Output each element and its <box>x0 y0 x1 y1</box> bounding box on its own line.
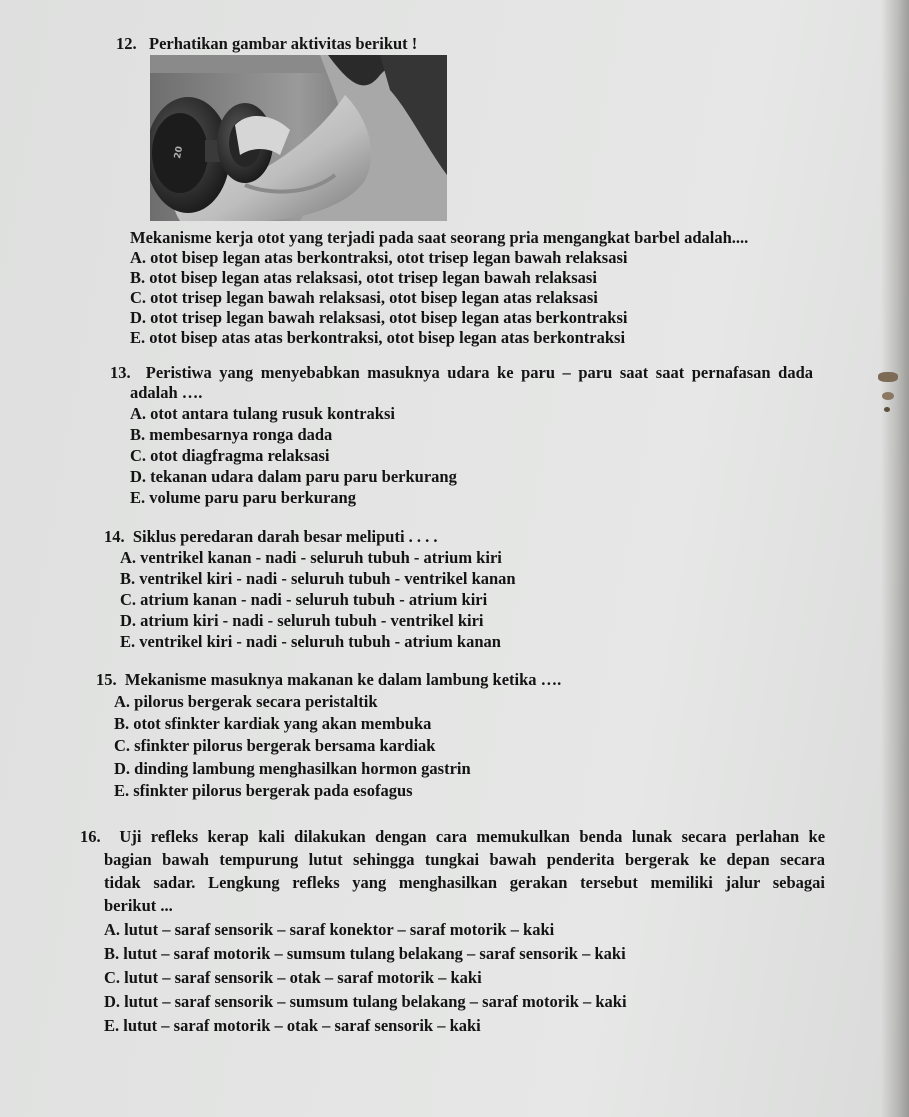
question-14-header <box>104 527 438 546</box>
question-16-line-1 <box>80 827 825 846</box>
option-12-d: D. otot trisep legan bawah relaksasi, otot bisep legan atas berkontraksi <box>130 308 628 327</box>
question-text-line-1: Uji refleks kerap kali dilakukan dengan cara memukulkan benda lunak secara perlahan ke <box>119 827 826 846</box>
question-12-prompt <box>130 228 748 247</box>
option-12-c: C. otot trisep legan bawah relaksasi, otot bisep legan atas relaksasi <box>130 288 598 307</box>
option-13-d: D. tekanan udara dalam paru paru berkurang <box>130 467 457 486</box>
option-13-b: B. membesarnya ronga dada <box>130 425 333 444</box>
question-number: 15. <box>96 670 117 689</box>
question-text-line-2: bagian bawah tempurung lutut sehingga tungkai bawah penderita bergerak ke depan secara <box>104 850 825 869</box>
option-15-c: C. sfinkter pilorus bergerak bersama kardiak <box>114 736 436 755</box>
question-text: Perhatikan gambar aktivitas berikut ! <box>149 34 418 53</box>
question-16-line-3 <box>104 873 825 892</box>
option-12-b: B. otot bisep legan atas relaksasi, otot trisep legan bawah relaksasi <box>130 268 597 287</box>
question-15-header <box>96 670 561 689</box>
question-13-header <box>110 363 813 382</box>
dumbbell-label: 20 <box>173 145 186 160</box>
margin-smudge <box>884 407 890 412</box>
question-prompt: Mekanisme kerja otot yang terjadi pada saat seorang pria mengangkat barbel adalah.... <box>130 228 749 247</box>
option-16-a: A. lutut – saraf sensorik – saraf konektor – saraf motorik – kaki <box>104 920 555 939</box>
question-text: Siklus peredaran darah besar meliputi . . . . <box>132 527 438 546</box>
option-15-b: B. otot sfinkter kardiak yang akan membuka <box>114 714 432 733</box>
margin-smudge <box>882 392 894 400</box>
question-12-header <box>116 34 417 53</box>
option-14-b: B. ventrikel kiri - nadi - seluruh tubuh - ventrikel kanan <box>120 569 516 588</box>
option-16-d: D. lutut – saraf sensorik – sumsum tulang belakang – saraf motorik – kaki <box>104 992 627 1011</box>
option-13-c: C. otot diagfragma relaksasi <box>130 446 330 465</box>
question-number: 13. <box>110 363 131 382</box>
paper-edge-shadow <box>881 0 909 1117</box>
question-text-line-4: berikut ... <box>104 896 173 915</box>
margin-smudge <box>878 372 898 382</box>
question-text-line-2: adalah …. <box>130 383 203 402</box>
option-15-e: E. sfinkter pilorus bergerak pada esofagus <box>114 781 413 800</box>
option-14-a: A. ventrikel kanan - nadi - seluruh tubuh - atrium kiri <box>120 548 502 567</box>
question-13-text-line-2 <box>130 383 202 402</box>
question-text: Mekanisme masuknya makanan ke dalam lambung ketika …. <box>124 670 562 689</box>
option-16-c: C. lutut – saraf sensorik – otak – saraf motorik – kaki <box>104 968 482 987</box>
option-13-e: E. volume paru paru berkurang <box>130 488 356 507</box>
option-14-d: D. atrium kiri - nadi - seluruh tubuh - ventrikel kiri <box>120 611 484 630</box>
photo-drawing <box>150 55 447 221</box>
question-number: 12. <box>116 34 137 53</box>
man-lifting-dumbbell-photo <box>150 55 447 221</box>
question-16-line-4 <box>104 896 173 915</box>
option-16-b: B. lutut – saraf motorik – sumsum tulang belakang – saraf sensorik – kaki <box>104 944 626 963</box>
option-13-a: A. otot antara tulang rusuk kontraksi <box>130 404 395 423</box>
option-12-e: E. otot bisep atas atas berkontraksi, otot bisep legan atas berkontraksi <box>130 328 626 347</box>
option-14-e: E. ventrikel kiri - nadi - seluruh tubuh - atrium kanan <box>120 632 501 651</box>
question-text-line-3: tidak sadar. Lengkung refleks yang menghasilkan gerakan tersebut memiliki jalur sebagai <box>104 873 825 892</box>
question-16-line-2 <box>104 850 825 869</box>
option-15-a: A. pilorus bergerak secara peristaltik <box>114 692 378 711</box>
option-15-d: D. dinding lambung menghasilkan hormon gastrin <box>114 759 471 778</box>
option-12-a: A. otot bisep legan atas berkontraksi, otot trisep legan bawah relaksasi <box>130 248 628 267</box>
option-16-e: E. lutut – saraf motorik – otak – saraf sensorik – kaki <box>104 1016 481 1035</box>
option-14-c: C. atrium kanan - nadi - seluruh tubuh - atrium kiri <box>120 590 488 609</box>
question-text-line-1: Peristiwa yang menyebabkan masuknya udara ke paru – paru saat saat pernafasan dada <box>145 363 814 382</box>
question-number: 14. <box>104 527 125 546</box>
question-number: 16. <box>80 827 101 846</box>
